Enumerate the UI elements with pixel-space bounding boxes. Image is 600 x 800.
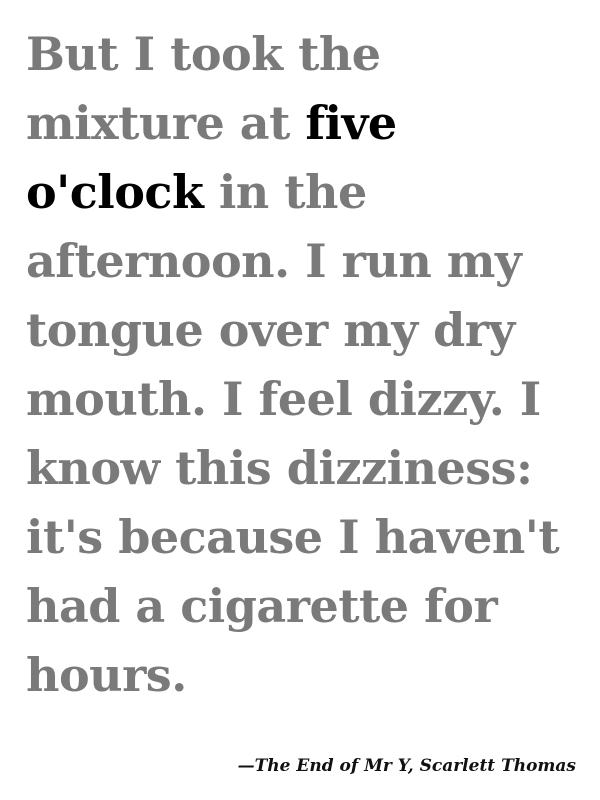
- quote-text-before: But I took the mixture at: [26, 27, 381, 150]
- quote-attribution: —The End of Mr Y, Scarlett Thomas: [237, 756, 576, 776]
- quote-highlight: five o'clock: [26, 96, 397, 219]
- quote-text-after: in the afternoon. I run my tongue over my dry mouth. I feel dizzy. I know this dizziness: it's because I haven't had a cigarette for hours.: [26, 165, 560, 702]
- quote-text: [26, 20, 586, 710]
